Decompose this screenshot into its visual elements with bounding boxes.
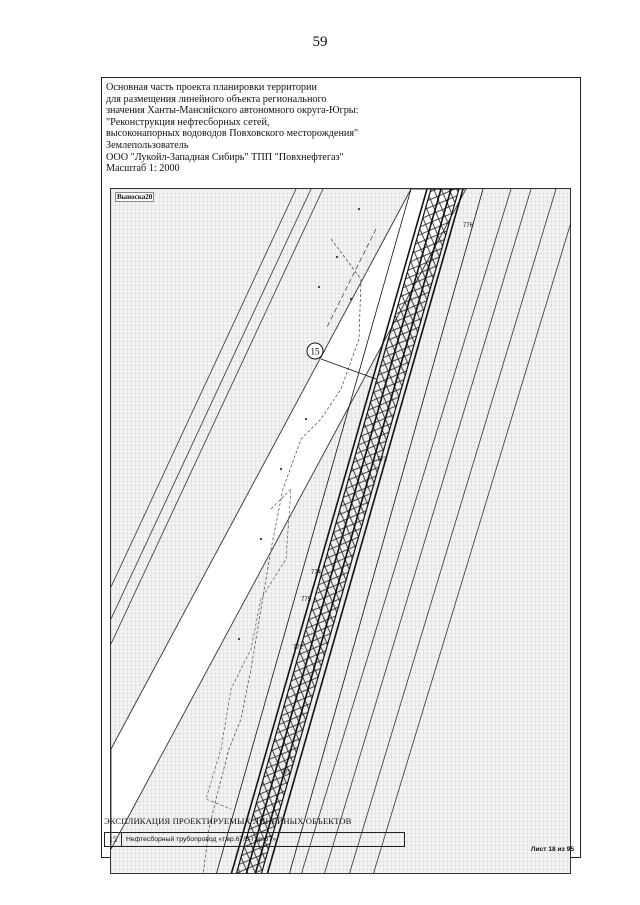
title-line: высоконапорных водоводов Повховского месторождения" [106, 128, 359, 140]
page-number: 59 [312, 34, 328, 50]
title-line: ООО "Лукойл-Западная Сибирь" ТПП "Повхнефтегаз" [106, 151, 344, 163]
explication-title: ЭКСПЛИКАЦИЯ ПРОЕКТИРУЕМЫХ ЛИНЕЙНЫХ ОБЪЕКТОВ [104, 816, 352, 826]
point-label: 772 [293, 645, 304, 651]
point-label: 771 [281, 770, 292, 776]
title-block [106, 82, 358, 175]
callout-number: 15 [310, 346, 320, 357]
title-line: "Реконструкция нефтесборных сетей, [106, 116, 270, 128]
title-line: для размещения линейного объекта регионального [106, 93, 327, 105]
point-label: 774 [311, 570, 322, 576]
scale-line: Масштаб 1: 2000 [106, 163, 180, 175]
inset-label: Выноска20 [117, 193, 153, 201]
map-drawing [111, 189, 571, 874]
title-line: Основная часть проекта планировки территории [106, 82, 317, 93]
title-line: Землепользователь [106, 139, 189, 151]
point-label: 776 [463, 223, 474, 229]
legend-number: 15 [105, 833, 122, 846]
map-sheet [101, 77, 581, 858]
sheet-label: Лист 18 из 95 [530, 846, 574, 853]
title-line: значения Ханты-Мансийского автономного округа-Югры: [106, 105, 359, 117]
legend-row [104, 832, 405, 847]
point-label: 773 [377, 457, 388, 463]
point-label: 775 [301, 597, 312, 603]
map-view[interactable] [110, 188, 571, 874]
legend-text: Нефтесборный трубопровод «т.вр.67/5-т.вр.67» [126, 836, 277, 843]
